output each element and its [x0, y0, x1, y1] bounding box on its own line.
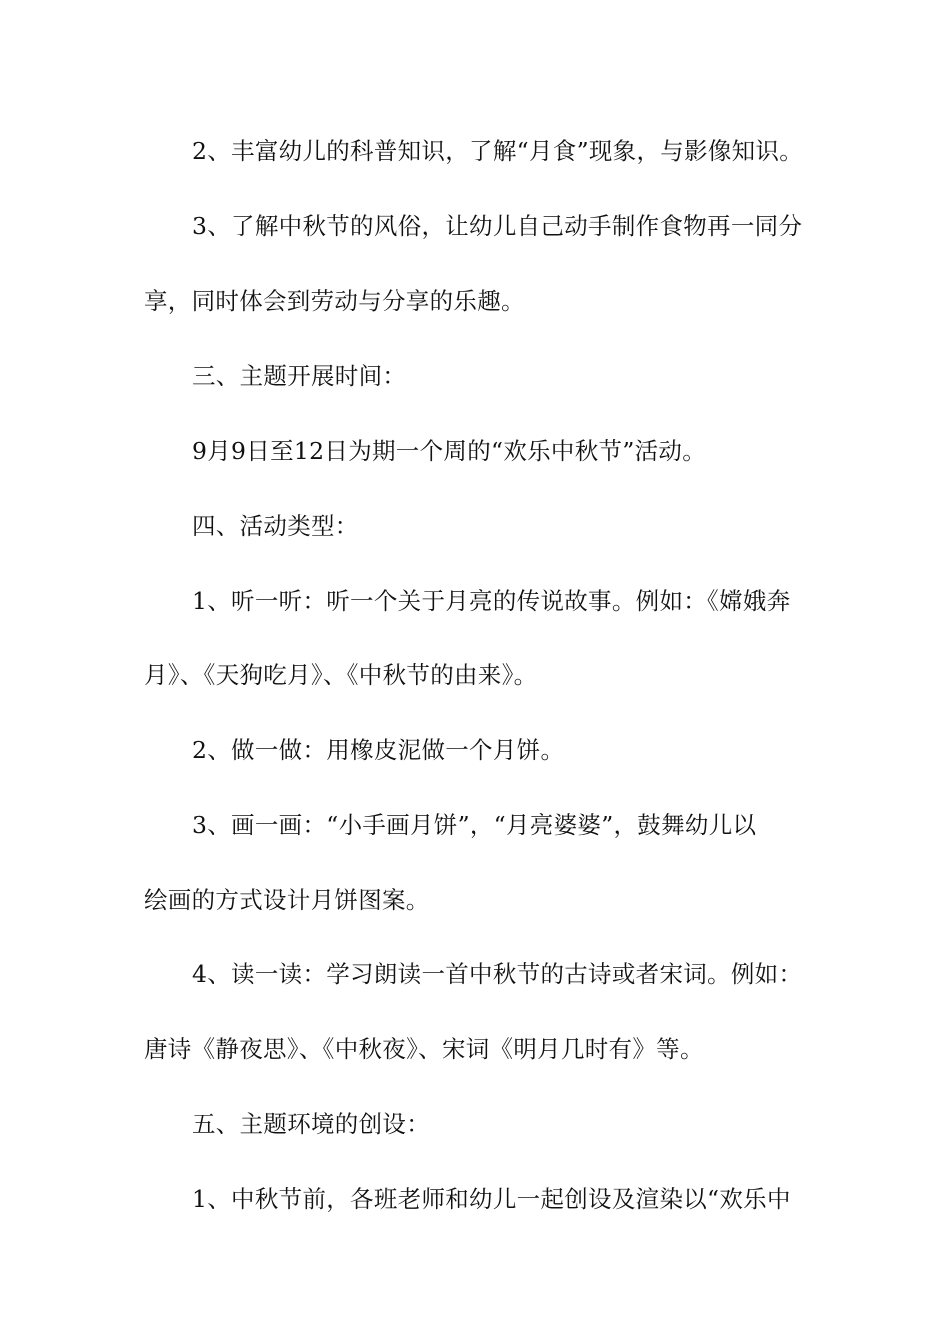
paragraph-line: 3、了解中秋节的风俗，让幼儿自己动手制作食物再一同分 — [192, 212, 803, 240]
paragraph-line: 1、听一听：听一个关于月亮的传说故事。例如：《嫦娥奔 — [192, 587, 791, 615]
paragraph-line: 绘画的方式设计月饼图案。 — [144, 886, 430, 914]
paragraph-line: 2、丰富幼儿的科普知识，了解“月食”现象，与影像知识。 — [192, 137, 804, 165]
paragraph-line: 月》、《天狗吃月》、《中秋节的由来》。 — [144, 661, 538, 689]
section-heading: 四、活动类型： — [192, 512, 359, 540]
paragraph-line: 4、读一读：学习朗读一首中秋节的古诗或者宋词。例如： — [192, 960, 803, 988]
section-heading: 五、主题环境的创设： — [192, 1110, 430, 1138]
paragraph-line: 9月9日至12日为期一个周的“欢乐中秋节”活动。 — [192, 437, 707, 465]
paragraph-line: 2、做一做：用橡皮泥做一个月饼。 — [192, 736, 565, 764]
section-heading: 三、主题开展时间： — [192, 362, 407, 390]
paragraph-line: 1、中秋节前，各班老师和幼儿一起创设及渲染以“欢乐中 — [192, 1185, 791, 1213]
paragraph-line: 3、画一画：“小手画月饼”，“月亮婆婆”，鼓舞幼儿以 — [192, 811, 757, 839]
paragraph-line: 唐诗《静夜思》、《中秋夜》、宋词《明月几时有》等。 — [144, 1035, 704, 1063]
paragraph-line: 享，同时体会到劳动与分享的乐趣。 — [144, 287, 525, 315]
